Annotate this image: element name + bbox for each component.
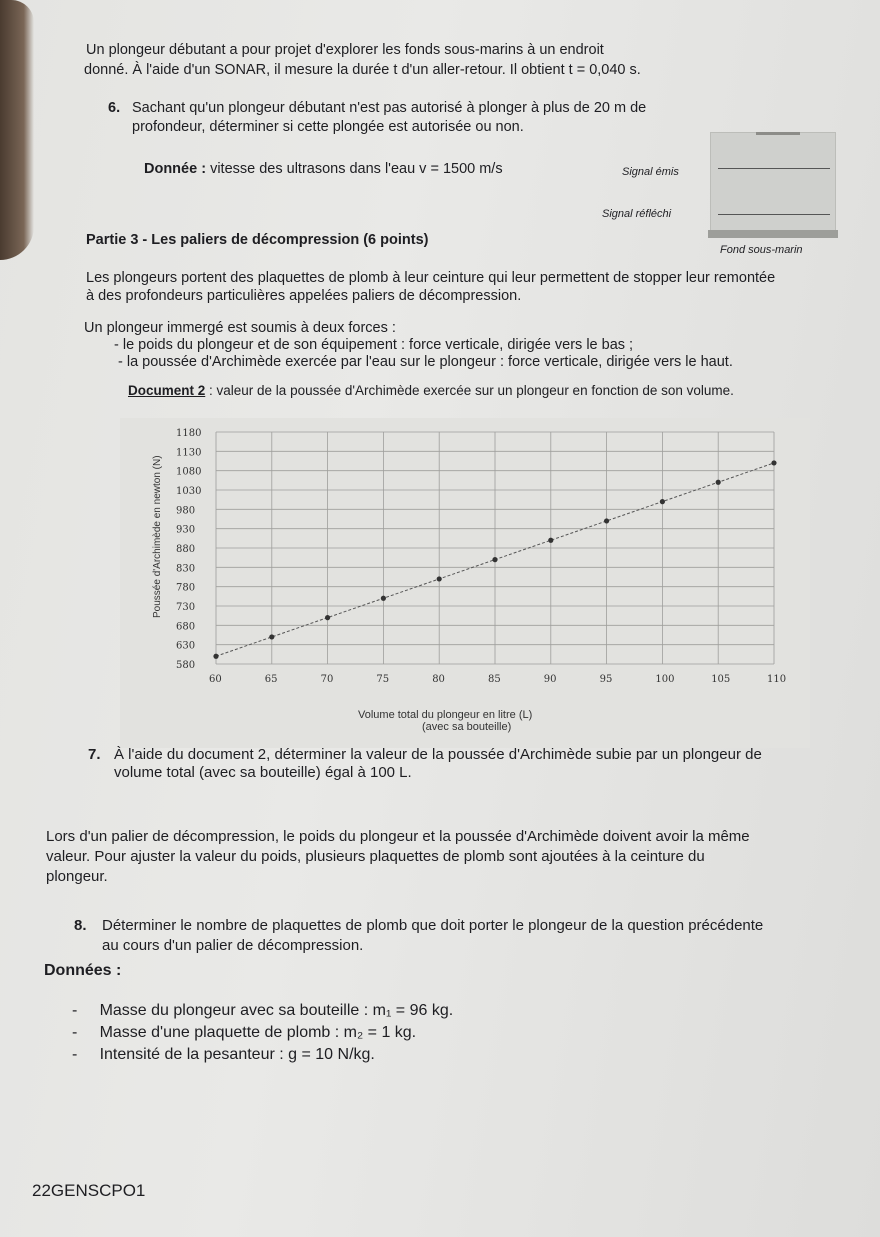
y-tick-label-830: 830 [176,563,196,575]
x-tick-label-90: 90 [543,674,557,685]
data-point-85 [492,557,497,562]
footer-code: 22GENSCPO1 [32,1181,146,1200]
reflected-signal-line [718,214,830,215]
document-2-caption [128,382,734,399]
x-tick-label-80: 80 [432,674,445,685]
question-6-line-1: Sachant qu'un plongeur débutant n'est pas autorisé à plonger à plus de 20 m de [132,100,647,116]
label-signal-emis: Signal émis [622,166,679,178]
question-7-number: 7. [88,746,101,763]
thumb-shadow [0,0,34,260]
partie-3-title: Partie 3 - Les paliers de décompression (6 points) [86,232,429,248]
question-8-number: 8. [74,917,87,934]
paragraph-2-line-3: plongeur. [46,868,108,885]
x-tick-label-60: 60 [209,674,222,685]
sea-floor [708,230,838,238]
label-signal-reflechi: Signal réfléchi [602,208,672,220]
question-6-line-2: profondeur, déterminer si cette plongée est autorisée ou non. [132,119,524,135]
data-point-110 [771,460,776,465]
donnees-label: Données : [44,962,122,979]
x-tick-label-75: 75 [376,674,390,685]
y-tick-label-1080: 1080 [176,466,202,478]
y-tick-label-630: 630 [176,640,196,652]
boat-icon [756,118,800,135]
y-tick-label-930: 930 [176,524,196,536]
intro-line-1: Un plongeur débutant a pour projet d'explorer les fonds sous-marins à un endroit [86,42,604,58]
archimede-chart [120,418,810,748]
data-point-95 [604,518,609,523]
x-tick-label-110: 110 [767,674,787,685]
data-point-75 [381,596,386,601]
chart-background [120,418,810,748]
y-tick-label-1130: 1130 [176,447,202,459]
donnees-item-2-text: Masse d'une plaquette de plomb : m₂ = 1 kg. [99,1024,417,1041]
x-tick-label-85: 85 [488,674,501,685]
document-2-title: : valeur de la poussée d'Archimède exercée sur un plongeur en fonction de son volume. [205,383,734,398]
force-item-1: - le poids du plongeur et de son équipement : force verticale, dirigée vers le bas ; [114,337,634,353]
y-tick-label-1030: 1030 [176,486,202,497]
paragraph-1-line-1: Les plongeurs portent des plaquettes de plomb à leur ceinture qui leur permettent de stopper leur remontée [86,270,776,286]
question-8-line-2: au cours d'un palier de décompression. [102,937,364,954]
donnees-item-3-text: Intensité de la pesanteur : g = 10 N/kg. [99,1046,375,1063]
emitted-signal-line [718,168,830,169]
x-tick-label-100: 100 [655,674,675,685]
force-item-2: - la poussée d'Archimède exercée par l'eau sur le plongeur : force verticale, dirigée vers le haut. [118,354,733,370]
question-8-line-1: Déterminer le nombre de plaquettes de plomb que doit porter le plongeur de la question précédente [102,917,764,934]
x-tick-label-65: 65 [264,674,278,685]
donnees-item-3: - Intensité de la pesanteur : g = 10 N/kg. [72,1046,375,1063]
paragraph-2-line-1: Lors d'un palier de décompression, le poids du plongeur et la poussée d'Archimède doivent avoir la même [46,828,750,845]
data-point-80 [437,576,442,581]
paragraph-1-line-2: à des profondeurs particulières appelées paliers de décompression. [86,288,522,304]
donnees-item-1: - Masse du plongeur avec sa bouteille : m₁ = 96 kg. [72,1002,454,1019]
question-6-number: 6. [108,100,121,116]
data-point-90 [548,538,553,543]
question-7-line-2: volume total (avec sa bouteille) égal à 100 L. [114,764,412,781]
data-point-70 [325,615,330,620]
donnees-item-1-text: Masse du plongeur avec sa bouteille : m₁ = 96 kg. [99,1002,454,1019]
donnees-item-2: - Masse d'une plaquette de plomb : m₂ = 1 kg. [72,1024,417,1041]
question-7-line-1: À l'aide du document 2, déterminer la valeur de la poussée d'Archimède subie par un plongeur de [114,746,762,763]
x-tick-label-70: 70 [320,674,334,685]
x-axis-label-2: (avec sa bouteille) [422,721,512,733]
data-point-105 [716,480,721,485]
y-tick-label-1180: 1180 [176,428,202,439]
x-tick-label-95: 95 [599,674,613,685]
donnee-label: Donnée : [144,161,207,177]
y-tick-label-730: 730 [176,602,196,613]
y-tick-label-580: 580 [176,660,196,671]
donnee-vitesse [144,161,503,178]
y-axis-label: Poussée d'Archimède en newton (N) [152,455,163,618]
document-2-label: Document 2 [128,383,206,398]
data-point-100 [660,499,665,504]
forces-intro: Un plongeur immergé est soumis à deux forces : [84,320,396,336]
y-tick-label-980: 980 [176,505,196,517]
y-tick-label-680: 680 [176,621,196,633]
data-point-65 [269,634,274,639]
x-tick-label-105: 105 [711,674,731,685]
donnee-text: vitesse des ultrasons dans l'eau v = 1500 m/s [210,161,503,177]
x-axis-label: Volume total du plongeur en litre (L) [358,709,533,721]
sea-area [710,132,836,232]
label-fond-sous-marin: Fond sous-marin [720,244,803,256]
sonar-figure [708,110,838,260]
paragraph-2-line-2: valeur. Pour ajuster la valeur du poids, plusieurs plaquettes de plomb sont ajoutées à la ceinture du [46,848,705,865]
y-tick-label-880: 880 [176,544,196,555]
y-tick-label-780: 780 [176,582,196,594]
data-point-60 [213,654,218,659]
intro-line-2: donné. À l'aide d'un SONAR, il mesure la durée t d'un aller-retour. Il obtient t = 0,040 s. [84,62,641,78]
